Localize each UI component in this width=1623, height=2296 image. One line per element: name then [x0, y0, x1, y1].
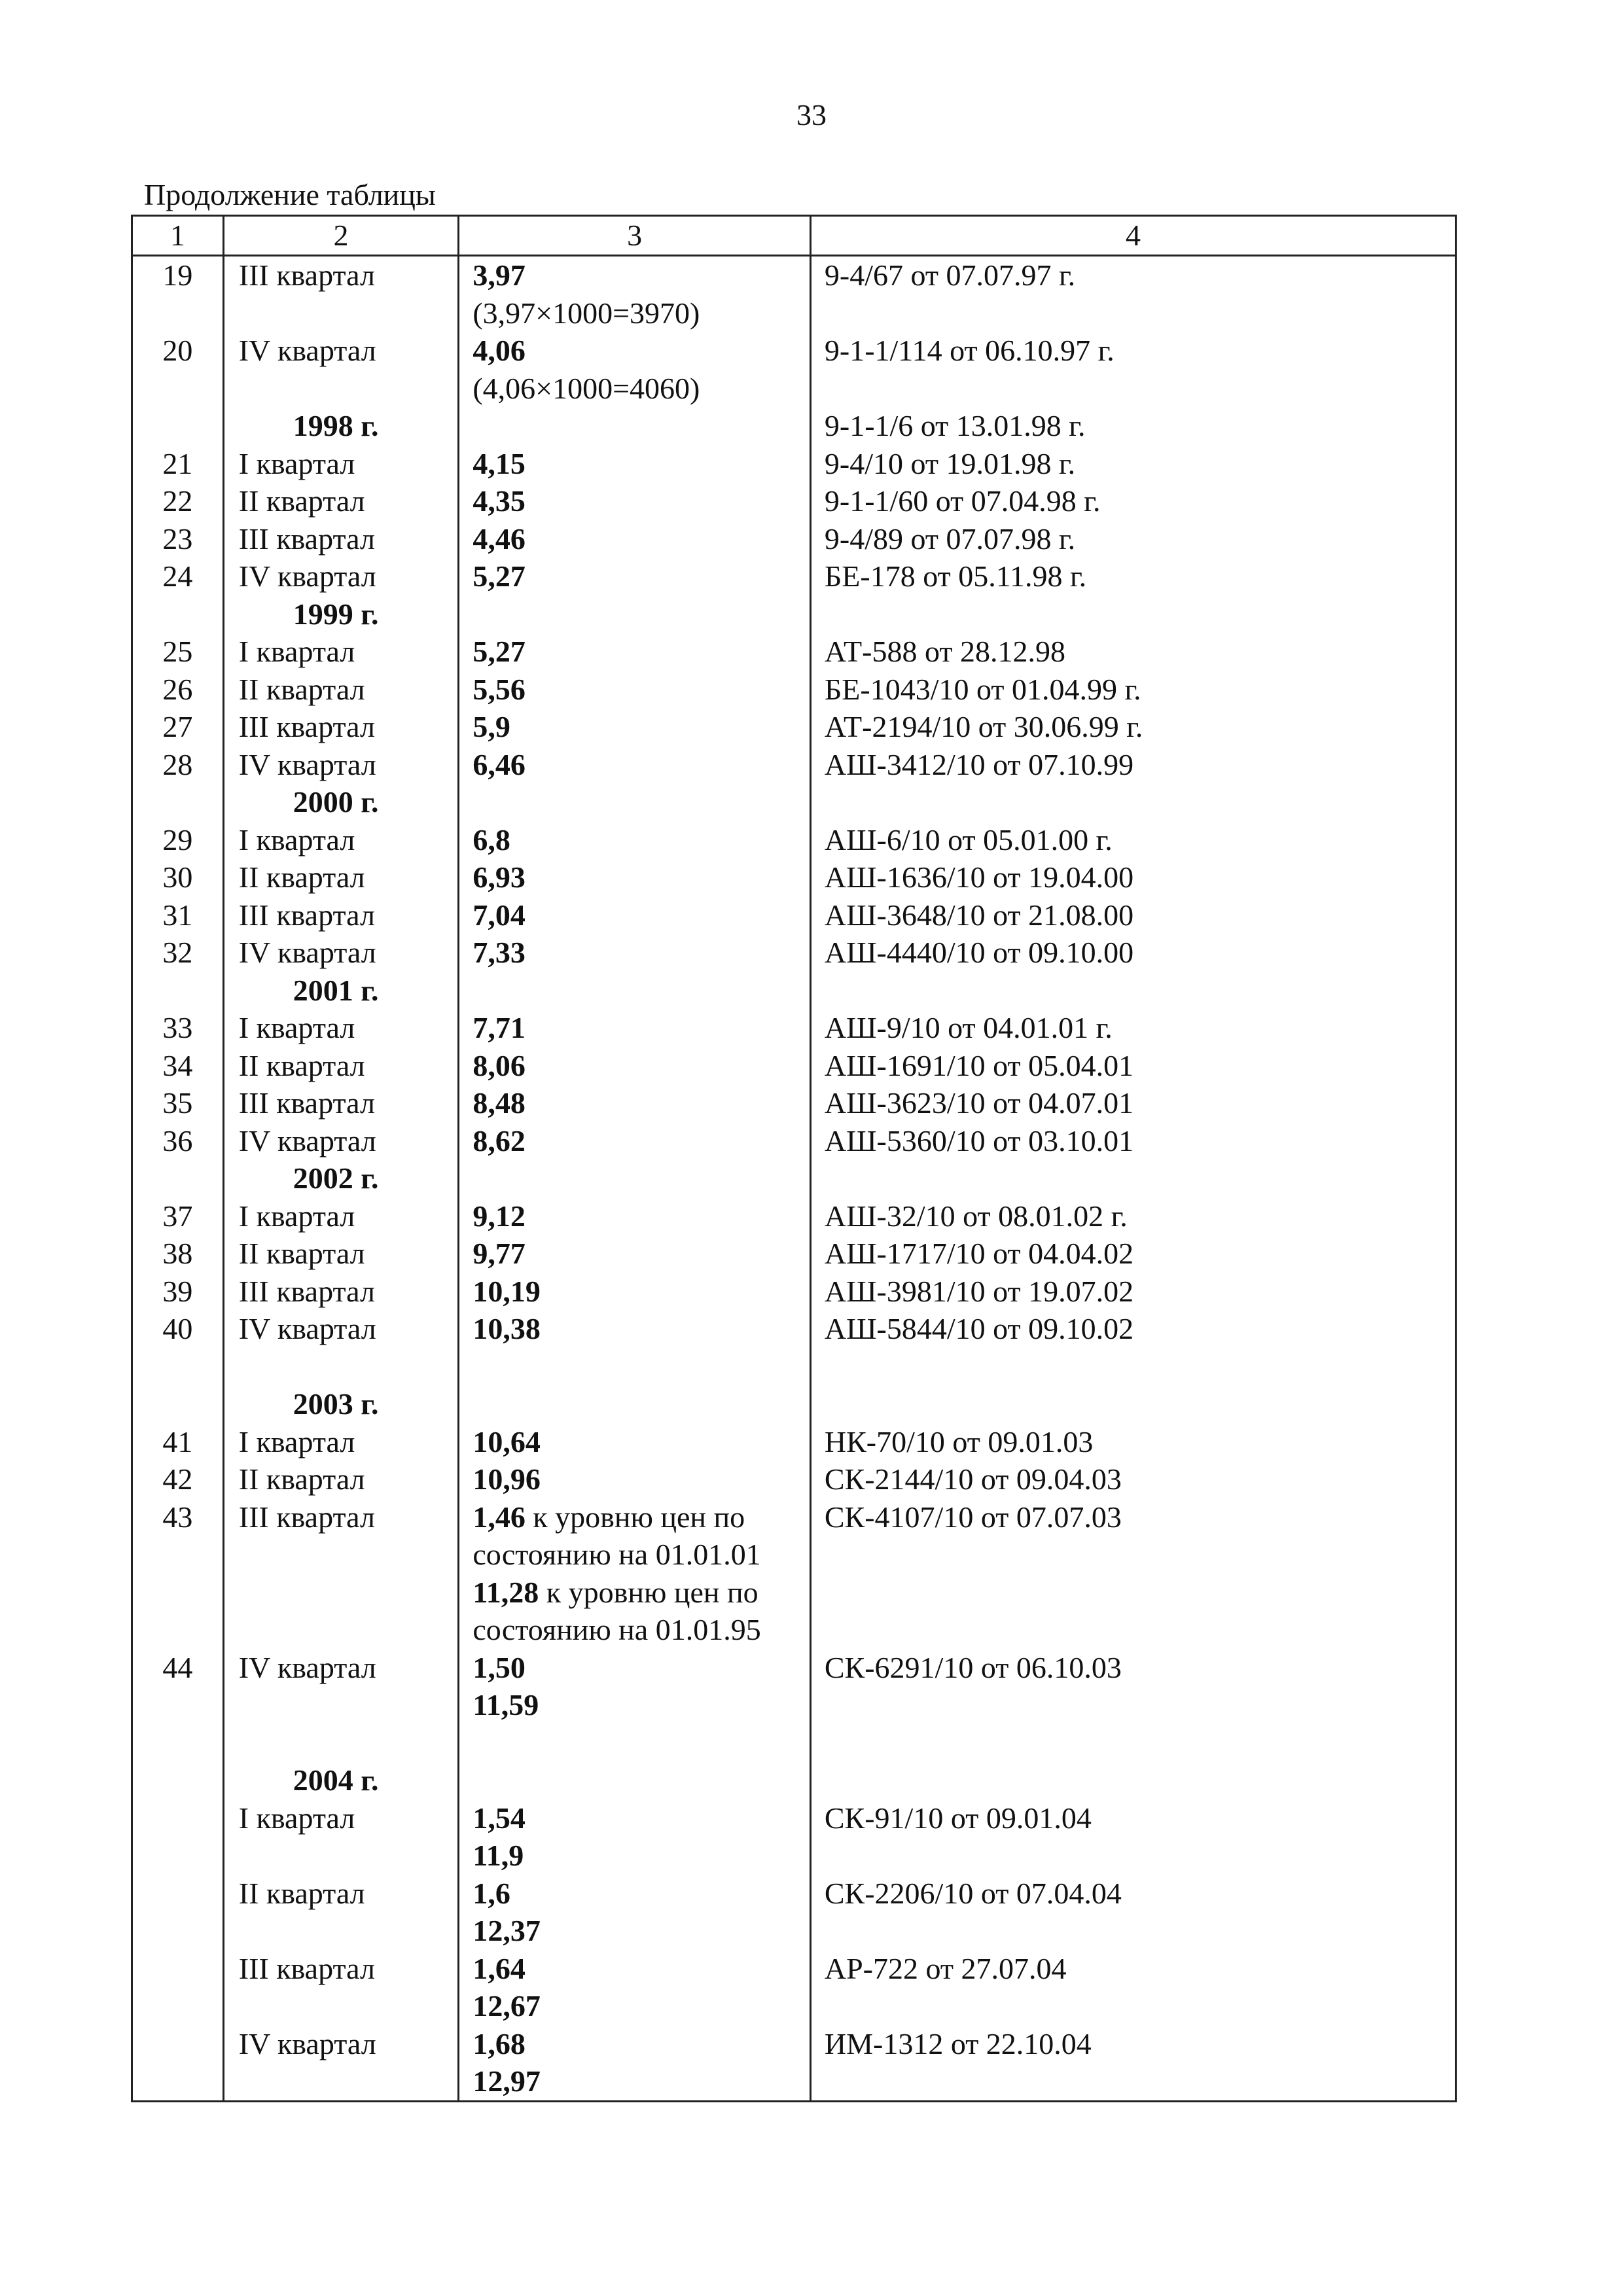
- row-number: [132, 2025, 224, 2102]
- table-row: [132, 1950, 1456, 2025]
- table-row: [132, 1460, 1456, 1498]
- index-value: [459, 1047, 811, 1085]
- period-label: I квартал: [223, 633, 459, 671]
- table-row: [132, 746, 1456, 784]
- document-reference: НК-70/10 от 09.01.03: [810, 1423, 1455, 1461]
- row-number: [132, 1875, 224, 1950]
- table-row: [132, 896, 1456, 934]
- index-number: 8,62: [473, 1123, 526, 1157]
- document-reference: [810, 1724, 1455, 1762]
- row-number: 35: [132, 1084, 224, 1122]
- table-row: [132, 1799, 1456, 1875]
- index-number: 10,38: [473, 1312, 541, 1345]
- index-value: [459, 746, 811, 784]
- period-label: IV квартал: [223, 1122, 459, 1160]
- table-row: [132, 972, 1456, 1010]
- document-reference: БЕ-178 от 05.11.98 г.: [810, 557, 1455, 595]
- row-number: 28: [132, 746, 224, 784]
- document-reference: АШ-4440/10 от 09.10.00: [810, 934, 1455, 972]
- row-number: 37: [132, 1197, 224, 1235]
- index-number: 1,46: [473, 1500, 526, 1534]
- index-value: [459, 1122, 811, 1160]
- row-number: 24: [132, 557, 224, 595]
- period-label: I квартал: [223, 1197, 459, 1235]
- row-number: 29: [132, 821, 224, 859]
- index-number: 1,50: [473, 1650, 526, 1684]
- row-number: 34: [132, 1047, 224, 1085]
- table-row: [132, 1310, 1456, 1348]
- index-number: 6,8: [473, 822, 510, 857]
- period-label: IV квартал: [223, 332, 459, 407]
- index-value: [459, 1197, 811, 1235]
- index-line: [473, 1498, 810, 1536]
- index-number: 4,06: [473, 334, 526, 367]
- row-number: 33: [132, 1009, 224, 1047]
- index-value: [459, 1649, 811, 1724]
- index-value: [459, 972, 811, 1010]
- row-number: [132, 1799, 224, 1875]
- index-number: 5,56: [473, 672, 526, 706]
- table-row: [132, 1235, 1456, 1273]
- index-number: 12,67: [473, 1989, 541, 2022]
- column-header-4: 4: [810, 216, 1455, 256]
- table-row: [132, 1159, 1456, 1197]
- document-reference: БЕ-1043/10 от 01.04.99 г.: [810, 671, 1455, 709]
- index-number: 1,64: [473, 1951, 526, 1985]
- row-number: 27: [132, 708, 224, 746]
- row-number: [132, 1724, 224, 1762]
- period-label: III квартал: [223, 520, 459, 558]
- index-value: [459, 708, 811, 746]
- index-number: 4,46: [473, 521, 526, 556]
- index-note: к уровню цен по: [539, 1575, 758, 1609]
- document-reference: АШ-3623/10 от 04.07.01: [810, 1084, 1455, 1122]
- index-value: [459, 1724, 811, 1762]
- table-row: [132, 256, 1456, 332]
- table-row: [132, 445, 1456, 483]
- document-reference: АШ-1691/10 от 05.04.01: [810, 1047, 1455, 1085]
- period-label: IV квартал: [223, 1310, 459, 1348]
- document-reference: [810, 1385, 1455, 1423]
- index-value: [459, 1310, 811, 1348]
- table-row: [132, 1649, 1456, 1724]
- row-number: 43: [132, 1498, 224, 1649]
- index-number: 11,9: [473, 1839, 524, 1872]
- index-value: [459, 858, 811, 896]
- table-row: [132, 1724, 1456, 1762]
- row-number: 26: [132, 671, 224, 709]
- document-reference: АТ-2194/10 от 30.06.99 г.: [810, 708, 1455, 746]
- period-label: I квартал: [223, 445, 459, 483]
- row-number: [132, 1950, 224, 2025]
- row-number: 38: [132, 1235, 224, 1273]
- row-number: 42: [132, 1460, 224, 1498]
- index-number: 7,04: [473, 898, 526, 932]
- document-reference: СК-91/10 от 09.01.04: [810, 1799, 1455, 1875]
- index-note: состоянию на 01.01.95: [473, 1613, 761, 1646]
- period-label: III квартал: [223, 708, 459, 746]
- period-label: III квартал: [223, 1273, 459, 1311]
- period-label: III квартал: [223, 1084, 459, 1122]
- index-number: 10,96: [473, 1462, 541, 1496]
- index-number: 5,27: [473, 635, 526, 668]
- index-value: [459, 2025, 811, 2102]
- period-label: I квартал: [223, 1423, 459, 1461]
- index-value: [459, 1423, 811, 1461]
- table-row: [132, 482, 1456, 520]
- document-reference: АШ-1717/10 от 04.04.02: [810, 1235, 1455, 1273]
- table-row: [132, 783, 1456, 821]
- index-calculation: (3,97×1000=3970): [473, 296, 700, 330]
- document-reference: СК-6291/10 от 06.10.03: [810, 1649, 1455, 1724]
- table-row: [132, 1498, 1456, 1649]
- table-row: [132, 858, 1456, 896]
- period-label: I квартал: [223, 1009, 459, 1047]
- column-header-2: 2: [223, 216, 459, 256]
- index-number: 11,28: [473, 1575, 539, 1609]
- table-header: [132, 216, 1456, 256]
- index-value: [459, 1009, 811, 1047]
- table-row: [132, 2025, 1456, 2102]
- index-value: [459, 256, 811, 332]
- index-line: [473, 1574, 810, 1612]
- index-value: [459, 1159, 811, 1197]
- table-row: [132, 708, 1456, 746]
- period-label: II квартал: [223, 1875, 459, 1950]
- document-reference: СК-2206/10 от 07.04.04: [810, 1875, 1455, 1950]
- document-reference: [810, 783, 1455, 821]
- period-label: IV квартал: [223, 2025, 459, 2102]
- period-label: II квартал: [223, 1235, 459, 1273]
- period-label: II квартал: [223, 1460, 459, 1498]
- index-value: [459, 407, 811, 445]
- index-value: [459, 1084, 811, 1122]
- year-heading: 2001 г.: [223, 972, 459, 1010]
- row-number: [132, 595, 224, 633]
- document-reference: АТ-588 от 28.12.98: [810, 633, 1455, 671]
- document-reference: [810, 595, 1455, 633]
- index-number: 1,68: [473, 2026, 526, 2060]
- row-number: 41: [132, 1423, 224, 1461]
- index-number: 12,37: [473, 1914, 541, 1947]
- index-number: 5,27: [473, 559, 526, 593]
- index-value: [459, 332, 811, 407]
- index-value: [459, 934, 811, 972]
- index-value: [459, 633, 811, 671]
- index-value: [459, 896, 811, 934]
- row-number: 39: [132, 1273, 224, 1311]
- index-note: к уровню цен по: [525, 1500, 745, 1534]
- index-value: [459, 1348, 811, 1386]
- index-number: 12,97: [473, 2064, 541, 2098]
- document-reference: 9-4/10 от 19.01.98 г.: [810, 445, 1455, 483]
- row-number: [132, 1159, 224, 1197]
- table-row: [132, 1423, 1456, 1461]
- row-number: 25: [132, 633, 224, 671]
- row-number: 19: [132, 256, 224, 332]
- index-value: [459, 445, 811, 483]
- index-value: [459, 1460, 811, 1498]
- index-number: 9,77: [473, 1237, 526, 1270]
- document-reference: 9-4/67 от 07.07.97 г.: [810, 256, 1455, 332]
- table-row: [132, 934, 1456, 972]
- document-reference: АШ-32/10 от 08.01.02 г.: [810, 1197, 1455, 1235]
- year-heading: 2004 г.: [223, 1761, 459, 1799]
- column-header-1: 1: [132, 216, 224, 256]
- period-label: III квартал: [223, 1950, 459, 2025]
- table-row: [132, 557, 1456, 595]
- table-row: [132, 332, 1456, 407]
- period-label: II квартал: [223, 1047, 459, 1085]
- document-reference: АШ-3981/10 от 19.07.02: [810, 1273, 1455, 1311]
- index-value: [459, 520, 811, 558]
- index-number: 4,35: [473, 484, 526, 518]
- document-reference: АР-722 от 27.07.04: [810, 1950, 1455, 2025]
- year-heading: 2000 г.: [223, 783, 459, 821]
- table-caption: Продолжение таблицы: [144, 178, 436, 211]
- table-row: [132, 1009, 1456, 1047]
- period-label: IV квартал: [223, 557, 459, 595]
- table-row: [132, 1122, 1456, 1160]
- period-label: IV квартал: [223, 934, 459, 972]
- index-number: 10,64: [473, 1424, 541, 1458]
- document-reference: АШ-5360/10 от 03.10.01: [810, 1122, 1455, 1160]
- document-reference: ИМ-1312 от 22.10.04: [810, 2025, 1455, 2102]
- row-number: 36: [132, 1122, 224, 1160]
- index-value: [459, 482, 811, 520]
- year-heading: 1998 г.: [223, 407, 459, 445]
- table-row: [132, 1875, 1456, 1950]
- row-number: 31: [132, 896, 224, 934]
- row-number: [132, 783, 224, 821]
- index-value: [459, 783, 811, 821]
- index-number: 11,59: [473, 1688, 539, 1722]
- index-number: 6,46: [473, 747, 526, 781]
- table-row: [132, 1084, 1456, 1122]
- period-label: IV квартал: [223, 746, 459, 784]
- column-header-3: 3: [459, 216, 811, 256]
- index-value: [459, 1498, 811, 1649]
- document-reference: АШ-3648/10 от 21.08.00: [810, 896, 1455, 934]
- table-row: [132, 1197, 1456, 1235]
- period-label: I квартал: [223, 821, 459, 859]
- table-row: [132, 821, 1456, 859]
- index-value: [459, 821, 811, 859]
- index-value: [459, 595, 811, 633]
- index-value: [459, 557, 811, 595]
- document-reference: [810, 1348, 1455, 1386]
- document-reference: 9-4/89 от 07.07.98 г.: [810, 520, 1455, 558]
- row-number: 21: [132, 445, 224, 483]
- index-number: 3,97: [473, 258, 526, 292]
- year-heading: 2002 г.: [223, 1159, 459, 1197]
- document-reference: [810, 972, 1455, 1010]
- document-reference: 9-1-1/60 от 07.04.98 г.: [810, 482, 1455, 520]
- document-reference: СК-4107/10 от 07.07.03: [810, 1498, 1455, 1649]
- table-row: [132, 671, 1456, 709]
- year-heading: 1999 г.: [223, 595, 459, 633]
- index-number: 8,06: [473, 1048, 526, 1082]
- index-value: [459, 1761, 811, 1799]
- table-row: [132, 633, 1456, 671]
- document-reference: СК-2144/10 от 09.04.03: [810, 1460, 1455, 1498]
- table-row: [132, 1385, 1456, 1423]
- row-number: 44: [132, 1649, 224, 1724]
- index-number: 9,12: [473, 1199, 526, 1233]
- index-line: [473, 1611, 810, 1649]
- index-value: [459, 1799, 811, 1875]
- page-number: 33: [796, 98, 827, 132]
- row-number: [132, 407, 224, 445]
- index-calculation: (4,06×1000=4060): [473, 371, 700, 405]
- document-reference: [810, 1761, 1455, 1799]
- row-number: 23: [132, 520, 224, 558]
- document-reference: АШ-3412/10 от 07.10.99: [810, 746, 1455, 784]
- table-row: [132, 520, 1456, 558]
- document-reference: АШ-6/10 от 05.01.00 г.: [810, 821, 1455, 859]
- index-number: 4,15: [473, 446, 526, 480]
- table-body: [132, 256, 1456, 2102]
- document-reference: 9-1-1/6 от 13.01.98 г.: [810, 407, 1455, 445]
- document-reference: [810, 1159, 1455, 1197]
- index-value: [459, 1273, 811, 1311]
- period-label: II квартал: [223, 858, 459, 896]
- year-heading: 2003 г.: [223, 1385, 459, 1423]
- table-row: [132, 1348, 1456, 1386]
- row-number: 30: [132, 858, 224, 896]
- index-number: 6,93: [473, 860, 526, 894]
- row-number: 40: [132, 1310, 224, 1348]
- period-label: II квартал: [223, 482, 459, 520]
- document-reference: 9-1-1/114 от 06.10.97 г.: [810, 332, 1455, 407]
- index-value: [459, 671, 811, 709]
- table-row: [132, 407, 1456, 445]
- index-number: 7,71: [473, 1011, 526, 1044]
- row-number: [132, 1385, 224, 1423]
- index-number: 5,9: [473, 710, 510, 743]
- period-label: IV квартал: [223, 1649, 459, 1724]
- document-reference: АШ-9/10 от 04.01.01 г.: [810, 1009, 1455, 1047]
- period-label: I квартал: [223, 1799, 459, 1875]
- period-label: III квартал: [223, 896, 459, 934]
- index-note: состоянию на 01.01.01: [473, 1538, 761, 1571]
- index-number: 1,6: [473, 1876, 510, 1910]
- data-table: [131, 215, 1457, 2102]
- index-number: 8,48: [473, 1086, 526, 1120]
- table-row: [132, 1761, 1456, 1799]
- index-value: [459, 1235, 811, 1273]
- period-label: III квартал: [223, 1498, 459, 1649]
- document-reference: АШ-1636/10 от 19.04.00: [810, 858, 1455, 896]
- index-value: [459, 1950, 811, 2025]
- period-label: II квартал: [223, 671, 459, 709]
- row-number: 20: [132, 332, 224, 407]
- index-number: 1,54: [473, 1801, 526, 1835]
- table-row: [132, 595, 1456, 633]
- period-label: III квартал: [223, 256, 459, 332]
- index-number: 10,19: [473, 1274, 541, 1308]
- index-line: [473, 1536, 810, 1574]
- row-number: 22: [132, 482, 224, 520]
- index-value: [459, 1875, 811, 1950]
- row-number: [132, 1348, 224, 1386]
- table-row: [132, 1273, 1456, 1311]
- index-number: 7,33: [473, 936, 526, 969]
- document-reference: АШ-5844/10 от 09.10.02: [810, 1310, 1455, 1348]
- row-number: [132, 972, 224, 1010]
- row-number: [132, 1761, 224, 1799]
- index-value: [459, 1385, 811, 1423]
- table-row: [132, 1047, 1456, 1085]
- row-number: 32: [132, 934, 224, 972]
